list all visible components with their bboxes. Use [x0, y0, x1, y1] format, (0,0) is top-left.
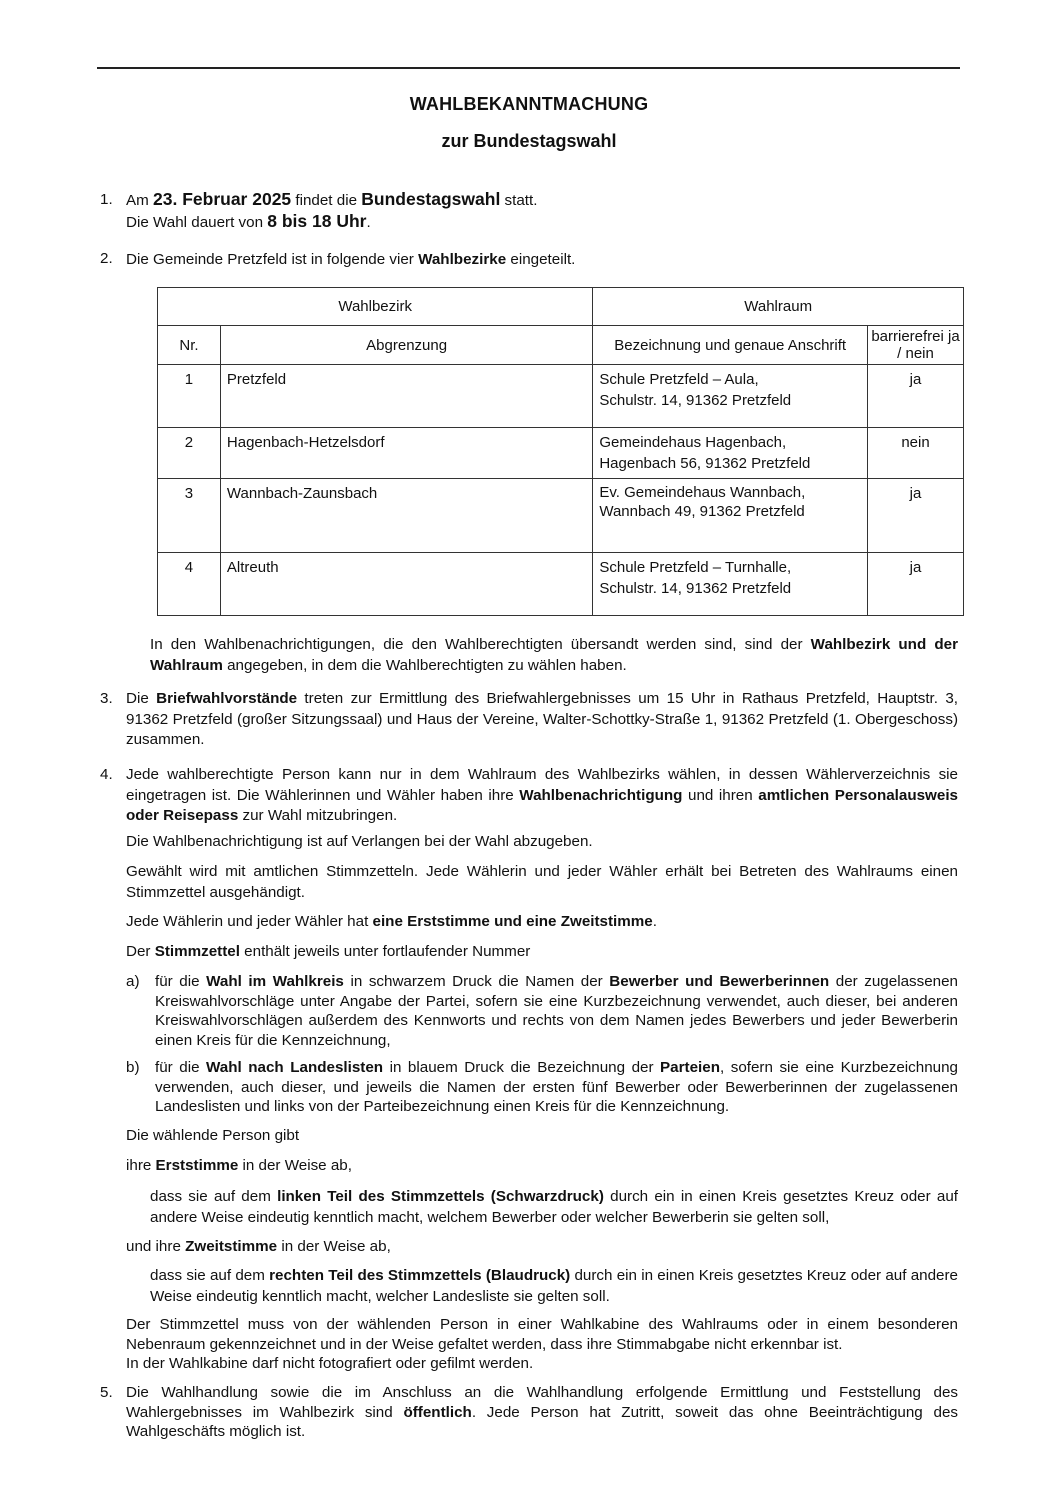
election-hours: 8 bis 18 Uhr [267, 211, 367, 231]
item-b-text: für die Wahl nach Landeslisten in blauem Druck die Bezeichnung der Parteien, sofern sie eine Kurzbezeichnung verwenden, auch dieser, und jeweils die Namen der ersten fünf Bewerber oder Bewerberinnen der zugelassenen Landeslisten und links von der Parteibezeichnung einen Kreis für die Kennzeichnung. [155, 1059, 958, 1115]
document-title: WAHLBEKANNTMACHUNG [409, 94, 649, 114]
section-1-text: Am 23. Februar 2025 findet die Bundestagswahl statt. Die Wahl dauert von 8 bis 18 Uhr. [126, 189, 538, 231]
wahlbezirke-table [157, 287, 964, 616]
section-2-intro: Die Gemeinde Pretzfeld ist in folgende vier Wahlbezirke eingeteilt. [126, 251, 576, 268]
section-2-number: 2. [100, 250, 113, 267]
section-4-p5: Der Stimmzettel enthält jeweils unter fortlaufender Nummer [126, 943, 531, 960]
document-subtitle: zur Bundestagswahl [441, 131, 617, 151]
item-a-text: für die Wahl im Wahlkreis in schwarzem Druck die Namen der Bewerber und Bewerberinnen der zugelassenen Kreiswahlvorschläge unter Angabe der Partei, sofern sie eine Kurzbezeichnung verwendet, auch dieser, bei anderen Kreiswahlvorschlägen außerdem des Kennworts und rechts von dem Namen jedes Bewerbers und jeder Bewerberin einen Kreis für die Kennzeichnung, [155, 973, 958, 1049]
section-5-text: Die Wahlhandlung sowie die im Anschluss an die Wahlhandlung erfolgende Ermittlung und Feststellung des Wahlergebnisses im Wahlbezirk sind öffentlich. Jede Person hat Zutritt, soweit das ohne Beeinträchtigung des Wahlgeschäfts möglich ist. [126, 1384, 958, 1440]
section-3-number: 3. [100, 690, 113, 707]
column-header-anschrift: Bezeichnung und genaue Anschrift [593, 326, 868, 365]
section-4-p8: dass sie auf dem linken Teil des Stimmzettels (Schwarzdruck) durch ein in einen Kreis gesetztes Kreuz oder auf andere Weise eindeutig kenntlich macht, welchem Bewerber oder welcher Bewerberin sie gelten soll, [150, 1188, 959, 1226]
table-row: 1 Pretzfeld Schule Pretzfeld – Aula, Schulstr. 14, 91362 Pretzfeld ja [158, 365, 964, 428]
election-name: Bundestagswahl [361, 189, 501, 209]
section-3-text: Die Briefwahlvorstände treten zur Ermittlung des Briefwahlergebnisses um 15 Uhr in Rathaus Pretzfeld, Hauptstr. 3, 91362 Pretzfeld (großer Sitzungssaal) und Haus der Vereine, Walter-Schottky-Straße 1, 91362 Pretzfeld (1. Obergeschoss) zusammen. [126, 690, 958, 748]
top-rule [97, 67, 960, 69]
section-4-p4: Jede Wählerin und jeder Wähler hat eine Erststimme und eine Zweitstimme. [126, 913, 657, 930]
table-row: 3 Wannbach-Zaunsbach Ev. Gemeindehaus Wannbach, Wannbach 49, 91362 Pretzfeld ja [158, 479, 964, 553]
column-header-abgrenzung: Abgrenzung [220, 326, 592, 365]
section-1-number: 1. [100, 191, 113, 208]
column-header-nr: Nr. [158, 326, 221, 365]
column-header-barrierefrei: barrierefrei ja / nein [868, 326, 964, 365]
section-4-number: 4. [100, 766, 113, 783]
section-4-p10: dass sie auf dem rechten Teil des Stimmzettels (Blaudruck) durch ein in einen Kreis gesetztes Kreuz oder auf andere Weise eindeutig kenntlich macht, welcher Landesliste sie gelten soll. [150, 1267, 958, 1305]
section-4-p1: Jede wahlberechtigte Person kann nur in dem Wahlraum des Wahlbezirks wählen, in dessen Wählerverzeichnis sie eingetragen ist. Die Wählerinnen und Wähler haben ihre Wahlbenachrichtigung und ihren amtlichen Personalausweis oder Reisepass zur Wahl mitzubringen. [126, 766, 958, 824]
group-header-wahlraum: Wahlraum [593, 288, 964, 326]
item-a-label: a) [126, 973, 140, 990]
election-date: 23. Februar 2025 [153, 189, 292, 209]
section-2-note: In den Wahlbenachrichtigungen, die den Wahlberechtigten übersandt werden sind, sind der Wahlbezirk und der Wahlraum angegeben, in dem die Wahlberechtigten zu wählen haben. [150, 636, 958, 674]
section-5-number: 5. [100, 1384, 113, 1401]
section-4-p2: Die Wahlbenachrichtigung ist auf Verlangen bei der Wahl abzugeben. [126, 833, 593, 850]
table-row: 4 Altreuth Schule Pretzfeld – Turnhalle, Schulstr. 14, 91362 Pretzfeld ja [158, 553, 964, 616]
section-4-p3: Gewählt wird mit amtlichen Stimmzetteln. Jede Wählerin und jeder Wähler erhält bei Betreten des Wahlraums einen Stimmzettel ausgehändigt. [126, 863, 958, 901]
section-4-p6: Die wählende Person gibt [126, 1127, 300, 1144]
section-4-p11: Der Stimmzettel muss von der wählenden Person in einer Wahlkabine des Wahlraums oder in einem besonderen Nebenraum gekennzeichnet und in der Weise gefaltet werden, dass ihre Stimmabgabe nicht erkennbar ist. In der Wahlkabine darf nicht fotografiert oder gefilmt werden. [126, 1316, 958, 1372]
table-row: 2 Hagenbach-Hetzelsdorf Gemeindehaus Hagenbach, Hagenbach 56, 91362 Pretzfeld nein [158, 428, 964, 479]
item-b-label: b) [126, 1059, 140, 1076]
section-4-p7: ihre Erststimme in der Weise ab, [126, 1157, 352, 1174]
section-4-p9: und ihre Zweitstimme in der Weise ab, [126, 1238, 391, 1255]
group-header-wahlbezirk: Wahlbezirk [158, 288, 593, 326]
